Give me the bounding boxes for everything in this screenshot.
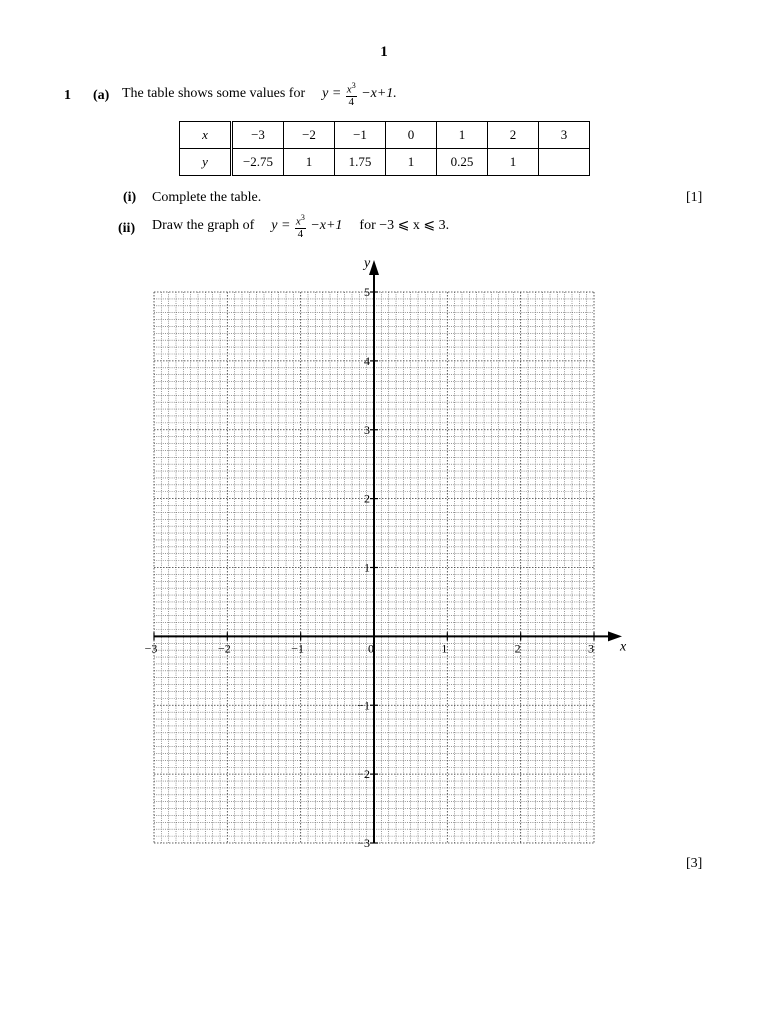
page-number: 1 (380, 44, 388, 60)
y-axis-arrow (369, 260, 379, 275)
sub-i-text: Complete the table. (152, 190, 262, 205)
table-cell: 0.25 (437, 149, 488, 176)
sub-ii-label: (ii) (118, 221, 136, 236)
y-tick-label: 3 (364, 422, 370, 437)
table-cell: 0 (386, 122, 437, 149)
question-part: (a) (93, 88, 110, 103)
table-cell: −2.75 (232, 149, 284, 176)
table-cell: 1.75 (335, 149, 386, 176)
fraction-denominator: 4 (348, 95, 354, 108)
y-tick-label: 1 (364, 560, 370, 575)
x-tick-label: −3 (144, 641, 158, 656)
sub-ii-fraction-numerator: x (295, 215, 301, 228)
y-tick-label: −3 (357, 836, 370, 850)
y-tick-label: 2 (364, 491, 370, 506)
table-cell: −1 (335, 122, 386, 149)
x-tick-label: 2 (514, 641, 521, 656)
table-cell: −2 (284, 122, 335, 149)
x-tick-label: −2 (217, 641, 231, 656)
sub-ii-marks: [3] (686, 856, 703, 871)
table-cell: 3 (539, 122, 590, 149)
x-tick-label: 1 (441, 641, 448, 656)
fraction-exponent: 3 (351, 81, 356, 90)
equation-lhs: y = (322, 85, 342, 101)
axes (154, 260, 622, 843)
table-cell: 1 (386, 149, 437, 176)
row-x-label: x (180, 122, 232, 149)
y-tick-label: 5 (364, 285, 370, 299)
table-cell: 1 (284, 149, 335, 176)
sub-ii-text: Draw the graph of (152, 217, 255, 233)
table-cell: 2 (488, 122, 539, 149)
y-axis-label: y (364, 256, 371, 271)
x-tick-label: 0 (368, 641, 374, 656)
y-tick-label: −2 (357, 767, 370, 782)
intro-text: The table shows some values for (122, 85, 306, 101)
row-y-label: y (180, 149, 232, 176)
sub-ii-equation-rest: −x+1 (310, 217, 343, 233)
sub-i-marks: [1] (686, 190, 703, 205)
sub-ii-fraction-exponent: 3 (300, 213, 305, 222)
y-tick-label: −1 (357, 698, 370, 713)
y-tick-label: 4 (364, 353, 370, 368)
table-cell: −3 (232, 122, 284, 149)
table-cell: 1 (488, 149, 539, 176)
question-number: 1 (64, 88, 71, 103)
x-axis-label: x (620, 639, 627, 655)
x-tick-label: 3 (588, 641, 594, 656)
fraction-numerator: x (346, 83, 352, 96)
x-tick-label: −1 (291, 641, 305, 656)
table-cell: 1 (437, 122, 488, 149)
sub-ii-equation-lhs: y = (271, 217, 291, 233)
sub-ii-fraction-denominator: 4 (297, 227, 304, 240)
equation-rest: −x+1. (361, 85, 397, 101)
sub-i-label: (i) (123, 190, 137, 205)
sub-ii-domain: for −3 ⩽ x ⩽ 3. (359, 218, 450, 234)
